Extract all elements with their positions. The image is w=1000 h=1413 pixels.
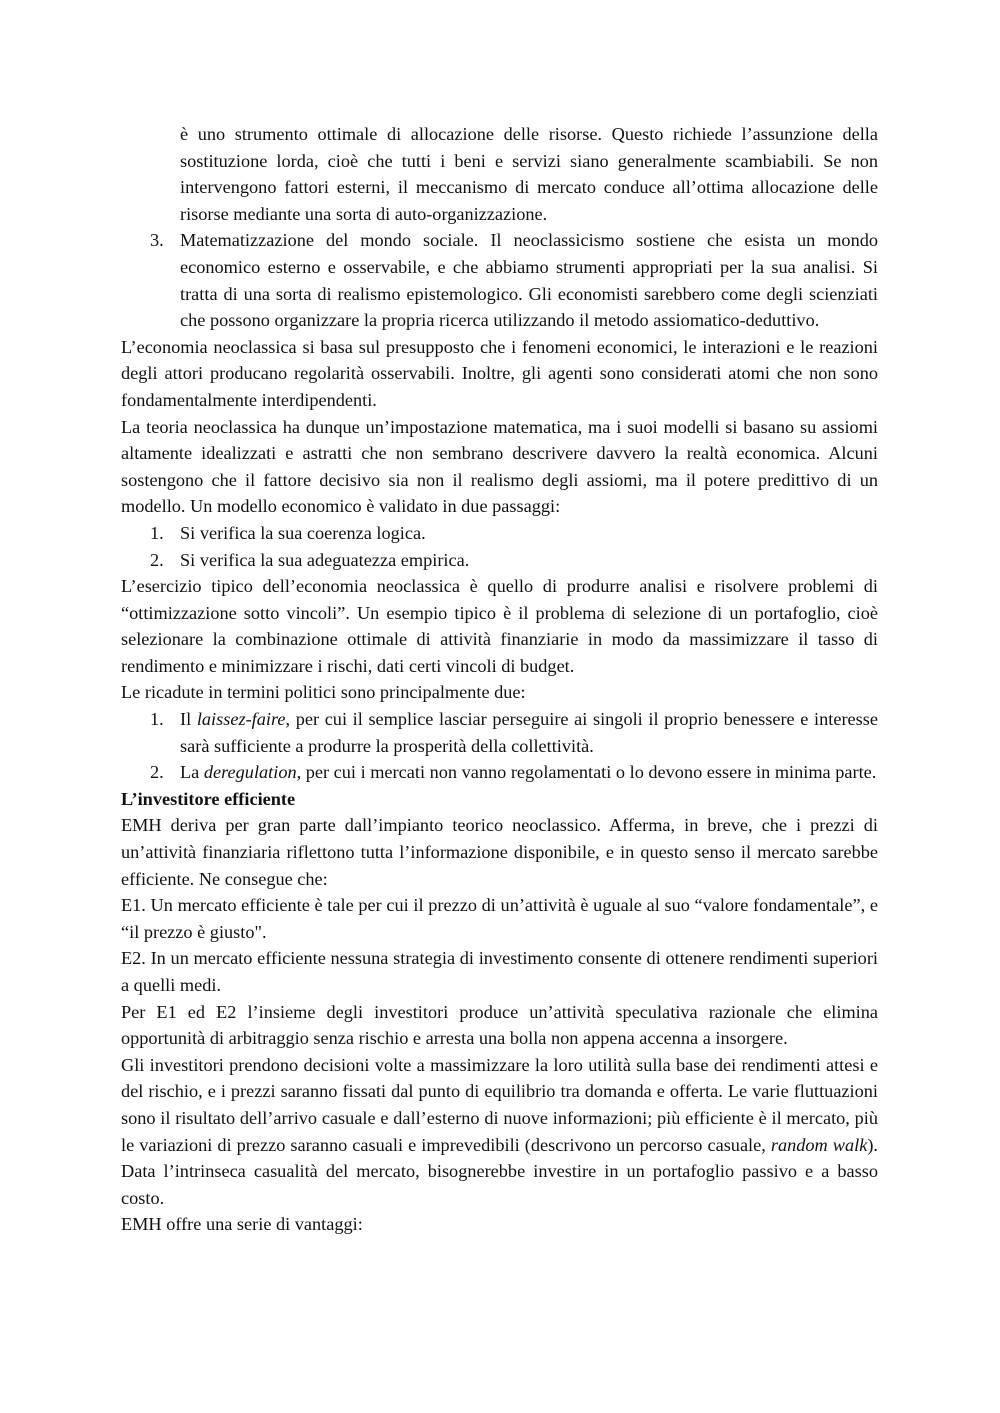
document-page (121, 121, 878, 1238)
paragraph (121, 1052, 878, 1212)
paragraph: EMH offre una serie di vantaggi: (121, 1214, 363, 1235)
list-number: 2. (150, 549, 164, 570)
paragraph-text-pre: Gli investitori prendono decisioni volte a massimizzare la loro utilità sulla base dei rendimenti attesi e del rischio, e i prezzi saranno fissati dal punto di equilibrio tra domanda e offerta. Le varie fluttuazioni sono il risultato dell’arrivo casuale e dall’esterno di nuove informazioni; più efficiente è il mercato, più le variazioni di prezzo saranno casuali e imprevedibili (descrivono un percorso casuale, (121, 1054, 878, 1155)
numbered-list-3 (121, 706, 878, 786)
section-heading: L’investitore efficiente (121, 788, 296, 809)
paragraph: EMH deriva per gran parte dall’impianto teorico neoclassico. Afferma, in breve, che i prezzi di un’attività finanziaria riflettono tutta l’informazione disponibile, e in questo senso il mercato sarebbe efficiente. Ne consegue che: (121, 815, 878, 889)
list-item-text-pre: La (180, 762, 204, 783)
list-item-text-post: , per cui i mercati non vanno regolamentati o lo devono essere in minima parte. (296, 762, 877, 783)
list-item-emphasis: deregulation (203, 762, 297, 783)
list-item-text: Si verifica la sua coerenza logica. (180, 522, 426, 543)
list-item (121, 547, 878, 574)
list-item (121, 706, 878, 759)
list-item (121, 520, 878, 547)
list-item-emphasis: laissez-faire (196, 709, 286, 730)
list-item (121, 227, 878, 333)
list-item-text: Si verifica la sua adeguatezza empirica. (180, 549, 470, 570)
paragraph: E1. Un mercato efficiente è tale per cui il prezzo di un’attività è uguale al suo “valore fondamentale”, e “il prezzo è giusto". (121, 895, 878, 942)
paragraph: L’economia neoclassica si basa sul presupposto che i fenomeni economici, le interazioni e le reazioni degli attori producano regolarità osservabili. Inoltre, gli agenti sono considerati atomi che non sono fondamentalmente interdipendenti. (121, 336, 878, 410)
list-item-text: Matematizzazione del mondo sociale. Il neoclassicismo sostiene che esista un mondo economico esterno e osservabile, e che abbiamo strumenti appropriati per la sua analisi. Si tratta di una sorta di realismo epistemologico. Gli economisti sarebbero come degli scienziati che possono organizzare la propria ricerca utilizzando il metodo assiomatico-deduttivo. (180, 230, 878, 331)
list-number: 3. (150, 230, 164, 251)
list-number: 1. (150, 522, 164, 543)
paragraph-text-post: ). Data l’intrinseca casualità del mercato, bisognerebbe investire in un portafoglio passivo e a basso costo. (121, 1134, 878, 1208)
list-number: 2. (150, 762, 164, 783)
paragraph: Per E1 ed E2 l’insieme degli investitori produce un’attività speculativa razionale che elimina opportunità di arbitraggio senza rischio e arresta una bolla non appena accenna a insorgere. (121, 1001, 878, 1049)
paragraph: Le ricadute in termini politici sono principalmente due: (121, 682, 526, 703)
paragraph: E2. In un mercato efficiente nessuna strategia di investimento consente di ottenere rendimenti superiori a quelli medi. (121, 948, 878, 995)
paragraph-emphasis: random walk (770, 1134, 868, 1155)
numbered-list-2 (121, 520, 878, 573)
list-item-2-continuation: è uno strumento ottimale di allocazione delle risorse. Questo richiede l’assunzione della sostituzione lorda, cioè che tutti i beni e servizi siano generalmente scambiabili. Se non intervengono fattori esterni, il meccanismo di mercato conduce all’ottima allocazione delle risorse mediante una sorta di auto-organizzazione. (180, 124, 878, 224)
list-item-text-post: , per cui il semplice lasciar perseguire ai singoli il proprio benessere e interesse sarà sufficiente a produrre la prosperità della collettività. (180, 709, 878, 756)
list-item-text-pre: Il (180, 709, 197, 730)
list-number: 1. (150, 709, 164, 730)
paragraph: La teoria neoclassica ha dunque un’impostazione matematica, ma i suoi modelli si basano su assiomi altamente idealizzati e astratti che non sembrano descrivere davvero la realtà economica. Alcuni sostengono che il fattore decisivo sia non il realismo degli assiomi, ma il potere predittivo di un modello. Un modello economico è validato in due passaggi: (121, 416, 878, 517)
numbered-list-1 (121, 227, 878, 333)
list-item (121, 759, 878, 786)
paragraph: L’esercizio tipico dell’economia neoclassica è quello di produrre analisi e risolvere problemi di “ottimizzazione sotto vincoli”. Un esempio tipico è il problema di selezione di un portafoglio, cioè selezionare la combinazione ottimale di attività finanziarie in modo da massimizzare il tasso di rendimento e minimizzare i rischi, dati certi vincoli di budget. (121, 576, 878, 676)
